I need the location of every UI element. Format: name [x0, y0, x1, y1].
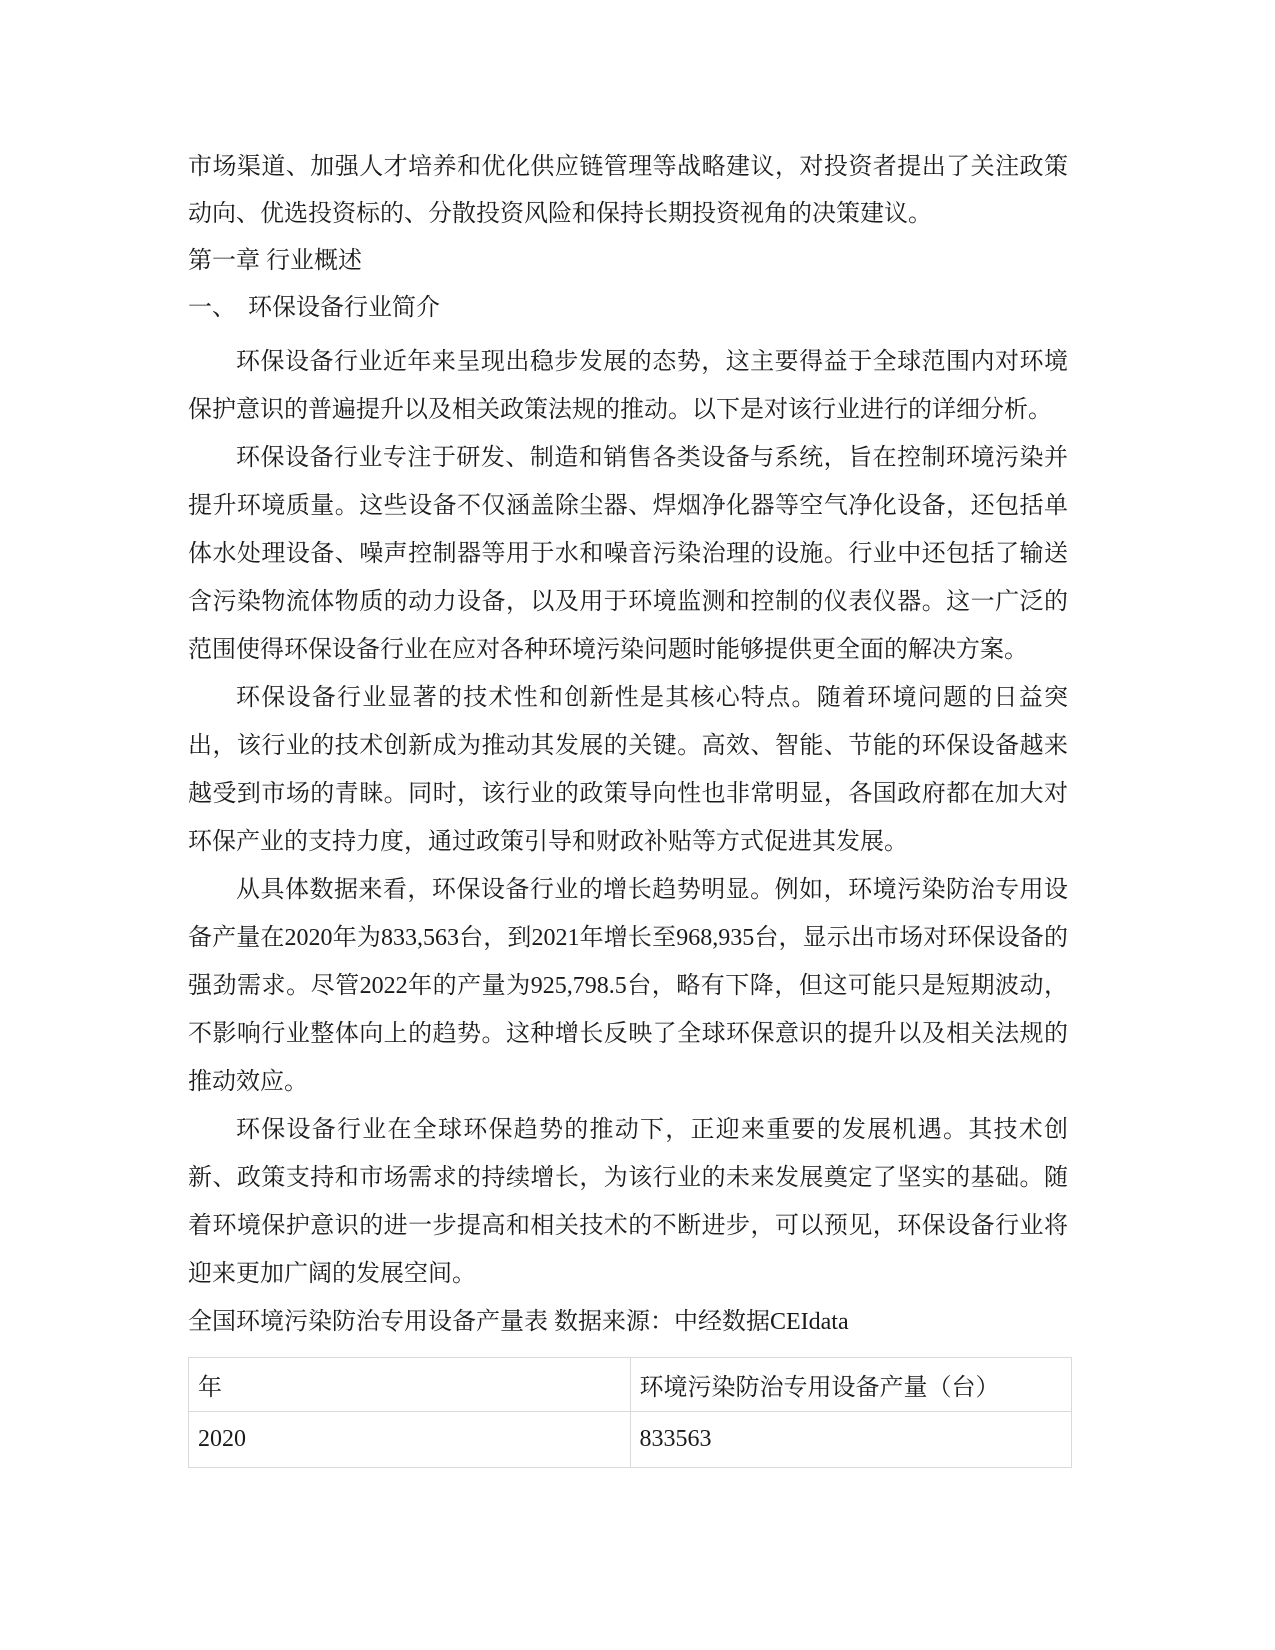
- table-header-production: 环境污染防治专用设备产量（台）: [630, 1358, 1072, 1412]
- paragraph-continuation: 市场渠道、加强人才培养和优化供应链管理等战略建议，对投资者提出了关注政策动向、优选投资标的、分散投资风险和保持长期投资视角的决策建议。: [188, 154, 1068, 227]
- document-body: [188, 144, 1068, 1468]
- chapter-heading: 第一章 行业概述: [188, 248, 362, 274]
- paragraph-industry-intro: 环保设备行业近年来呈现出稳步发展的态势，这主要得益于全球范围内对环境保护意识的普遍提升以及相关政策法规的推动。以下是对该行业进行的详细分析。: [188, 349, 1068, 423]
- table-header-row: [189, 1358, 1072, 1412]
- table-row: [189, 1412, 1072, 1468]
- table-cell-production: 833563: [630, 1412, 1072, 1468]
- table-cell-year: 2020: [189, 1412, 631, 1468]
- paragraph-industry-data: 从具体数据来看，环保设备行业的增长趋势明显。例如，环境污染防治专用设备产量在2020年为833,563台，到2021年增长至968,935台，显示出市场对环保设备的强劲需求。尽管2022年的产量为925,798.5台，略有下降，但这可能只是短期波动，不影响行业整体向上的趋势。这种增长反映了全球环保意识的提升以及相关法规的推动效应。: [188, 877, 1068, 1095]
- paragraph-industry-outlook: 环保设备行业在全球环保趋势的推动下，正迎来重要的发展机遇。其技术创新、政策支持和市场需求的持续增长，为该行业的未来发展奠定了坚实的基础。随着环境保护意识的进一步提高和相关技术的不断进步，可以预见，环保设备行业将迎来更加广阔的发展空间。: [188, 1117, 1068, 1287]
- paragraph-industry-scope: 环保设备行业专注于研发、制造和销售各类设备与系统，旨在控制环境污染并提升环境质量。这些设备不仅涵盖除尘器、焊烟净化器等空气净化设备，还包括单体水处理设备、噪声控制器等用于水和噪音污染治理的设施。行业中还包括了输送含污染物流体物质的动力设备，以及用于环境监测和控制的仪表仪器。这一广泛的范围使得环保设备行业在应对各种环境污染问题时能够提供更全面的解决方案。: [188, 445, 1068, 663]
- production-table: [188, 1357, 1072, 1468]
- section-heading: 一、 环保设备行业简介: [188, 295, 440, 321]
- table-header-year: 年: [189, 1358, 631, 1412]
- paragraph-industry-characteristics: 环保设备行业显著的技术性和创新性是其核心特点。随着环境问题的日益突出，该行业的技术创新成为推动其发展的关键。高效、智能、节能的环保设备越来越受到市场的青睐。同时，该行业的政策导向性也非常明显，各国政府都在加大对环保产业的支持力度，通过政策引导和财政补贴等方式促进其发展。: [188, 685, 1068, 855]
- table-caption: 全国环境污染防治专用设备产量表 数据来源：中经数据CEIdata: [188, 1309, 849, 1335]
